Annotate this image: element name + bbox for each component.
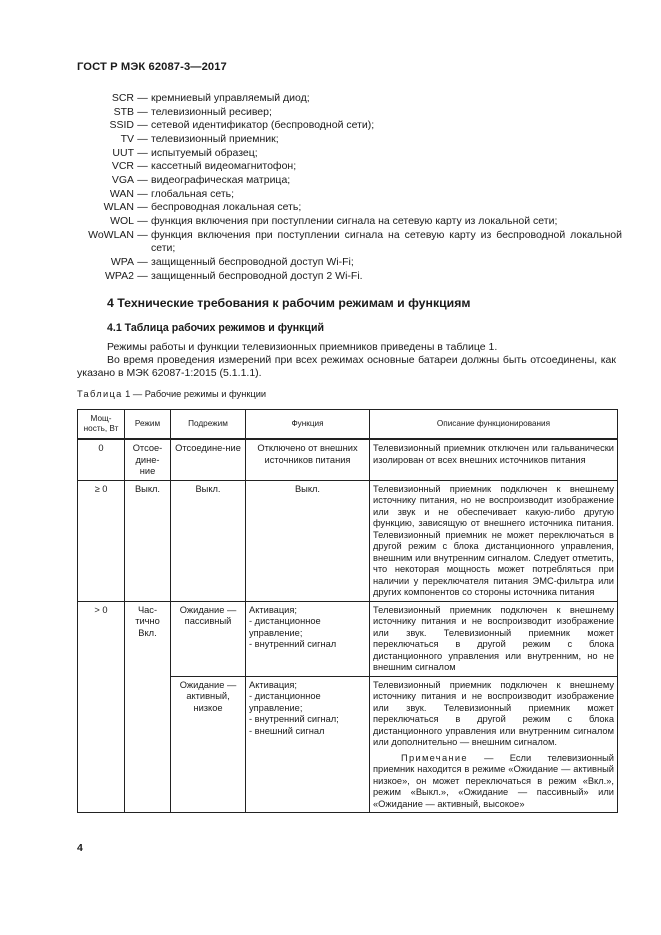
- abbreviation-definition: испытуемый образец;: [151, 146, 258, 159]
- cell-function: Отключено от внешних источников питания: [246, 439, 370, 480]
- cell-description: Телевизионный приемник подключен к внешнему источнику питания, но не воспроизводит изображение или звук и не обеспечивает какую-либо другую функцию, зависящую от внешнего источника питания. Телевизионный приемник не может переключаться в другой режим с блока дистанционного управления, внешним или внутренним сигналом. Следует отметить, что некоторая мощность может потребляться при наличии у переключателя питания ЭМС-фильтра или других компонентов со стороны источника питания: [370, 480, 618, 601]
- cell-description: Телевизионный приемник отключен или гальванически изолирован от всех внешних источников питания: [370, 439, 618, 480]
- function-line: - внешний сигнал: [249, 725, 325, 736]
- function-line: Активация;: [249, 679, 297, 690]
- abbreviation-dash: —: [137, 228, 148, 241]
- abbreviation-dash: —: [137, 201, 148, 214]
- abbreviation-term: WAN: [109, 187, 134, 200]
- abbreviation-row: [77, 106, 622, 120]
- abbreviation-definition: телевизионный приемник;: [151, 132, 279, 145]
- abbreviation-term: SSID: [109, 119, 134, 132]
- abbreviation-dash: —: [137, 187, 148, 200]
- header-description: Описание функционирования: [370, 410, 618, 440]
- table-caption-text: 1 — Рабочие режимы и функции: [125, 389, 267, 399]
- cell-mode: Отсое-дине-ние: [125, 439, 171, 480]
- table-caption: [77, 389, 266, 399]
- abbreviation-dash: —: [137, 173, 148, 186]
- abbreviation-definition: кремниевый управляемый диод;: [151, 92, 310, 104]
- cell-submode: Ожидание — активный, низкое: [171, 676, 246, 813]
- abbreviation-dash: —: [137, 146, 148, 159]
- abbreviation-definition: защищенный беспроводной доступ 2 Wi-Fi.: [151, 269, 363, 282]
- abbreviation-definition: защищенный беспроводной доступ Wi-Fi;: [151, 255, 354, 268]
- table-caption-label: Таблица: [77, 389, 123, 399]
- cell-power: 0: [78, 439, 125, 480]
- cell-submode: Отсоедине-ние: [171, 439, 246, 480]
- abbreviation-term: SCR: [111, 92, 134, 104]
- paragraph-1: Режимы работы и функции телевизионных приемников приведены в таблице 1.: [107, 341, 498, 353]
- header-mode: Режим: [125, 410, 171, 440]
- abbreviation-definition: телевизионный ресивер;: [151, 105, 272, 118]
- function-line: - дистанционное управление;: [249, 616, 321, 638]
- abbreviation-definition: глобальная сеть;: [151, 187, 235, 200]
- cell-description: [370, 676, 618, 813]
- cell-submode: Ожидание — пассивный: [171, 601, 246, 676]
- abbreviation-dash: —: [137, 92, 148, 104]
- abbreviation-term: VGA: [111, 173, 134, 186]
- note-text: — Если телевизионный приемник находится в режиме «Ожидание — активный низкое», он может переключаться в режим «Вкл.», режим «Выкл.», «Ожидание — пассивный» или «Ожидание — активный, высокое»: [373, 752, 614, 809]
- header-power: Мощ-ность, Вт: [78, 410, 125, 440]
- cell-function: [246, 676, 370, 813]
- abbreviation-dash: —: [137, 132, 148, 145]
- cell-submode: Выкл.: [171, 480, 246, 601]
- abbreviation-row: [77, 147, 622, 161]
- paragraph-2: Во время проведения измерений при всех режимах основные батареи должны быть отсоединены, как указано в МЭК 62087-1:2015 (5.1.1.1).: [77, 354, 616, 380]
- cell-mode: Час-тично Вкл.: [125, 601, 171, 813]
- abbreviation-definition: функция включения при поступлении сигнала на сетевую карту из беспроводной локальной сети;: [151, 228, 622, 255]
- abbreviation-definition: беспроводная локальная сеть;: [151, 201, 302, 214]
- abbreviation-definition: сетевой идентификатор (беспроводной сети);: [151, 119, 375, 132]
- table-note: [373, 753, 614, 811]
- header-submode: Подрежим: [171, 410, 246, 440]
- function-line: Активация;: [249, 604, 297, 615]
- abbreviation-row: [77, 270, 622, 284]
- page-number: 4: [77, 842, 83, 854]
- abbreviation-row: [77, 119, 622, 133]
- abbreviation-dash: —: [137, 214, 148, 227]
- table-header-row: [78, 410, 618, 440]
- abbreviation-row: [77, 256, 622, 270]
- abbreviation-dash: —: [137, 160, 148, 173]
- cell-power: ≥ 0: [78, 480, 125, 601]
- function-line: - внутренний сигнал;: [249, 714, 339, 724]
- abbreviation-row: [77, 133, 622, 147]
- subsection-title: 4.1 Таблица рабочих режимов и функций: [107, 322, 324, 334]
- abbreviation-term: WOL: [110, 214, 134, 227]
- table-row: [78, 439, 618, 480]
- table-row: [78, 601, 618, 676]
- function-line: - дистанционное управление;: [249, 691, 321, 713]
- abbreviation-dash: —: [137, 255, 148, 268]
- abbreviation-term: WPA: [110, 255, 134, 268]
- abbreviation-term: VCR: [111, 160, 134, 173]
- header-function: Функция: [246, 410, 370, 440]
- abbreviation-term: WoWLAN: [88, 228, 134, 241]
- abbreviation-term: UUT: [112, 146, 134, 159]
- abbreviation-row: [77, 174, 622, 188]
- cell-description: Телевизионный приемник подключен к внешнему источнику питания и не воспроизводит изображение или звук. Телевизионный приемник может переключаться в другой режим с блока дистанционного управления или внутренним, но не внешним сигналом: [370, 601, 618, 676]
- abbreviation-term: STB: [113, 105, 134, 118]
- abbreviation-dash: —: [137, 119, 148, 132]
- abbreviation-term: WPA2: [105, 269, 134, 282]
- abbreviation-dash: —: [137, 105, 148, 118]
- abbreviation-term: WLAN: [103, 201, 134, 214]
- table-row: [78, 480, 618, 601]
- abbreviations-list: [77, 92, 622, 283]
- abbreviation-row: [77, 201, 622, 215]
- abbreviation-row: [77, 160, 622, 174]
- description-text: Телевизионный приемник подключен к внешнему источнику питания и не воспроизводит изображение или звук. Телевизионный приемник может переключаться в другой режим с блока дистанционного управления или внутренним сигналом или дополнительно — внешним сигналом.: [373, 679, 614, 747]
- abbreviation-definition: функция включения при поступлении сигнала на сетевую карту из локальной сети;: [151, 214, 558, 227]
- function-line: - внутренний сигнал: [249, 639, 337, 649]
- abbreviation-definition: кассетный видеомагнитофон;: [151, 160, 297, 173]
- abbreviation-row: [77, 229, 622, 256]
- abbreviation-definition: видеографическая матрица;: [151, 173, 291, 186]
- page-header-title: ГОСТ Р МЭК 62087-3—2017: [77, 61, 227, 73]
- abbreviation-dash: —: [137, 269, 148, 282]
- abbreviation-row: [77, 215, 622, 229]
- modes-table: [77, 409, 618, 813]
- cell-power: > 0: [78, 601, 125, 813]
- cell-function: [246, 601, 370, 676]
- section-title: 4 Технические требования к рабочим режимам и функциям: [107, 296, 471, 310]
- abbreviation-row: [77, 92, 622, 106]
- abbreviation-term: TV: [120, 132, 134, 145]
- cell-mode: Выкл.: [125, 480, 171, 601]
- cell-function: Выкл.: [246, 480, 370, 601]
- abbreviation-row: [77, 188, 622, 202]
- note-label: Примечание: [401, 752, 468, 763]
